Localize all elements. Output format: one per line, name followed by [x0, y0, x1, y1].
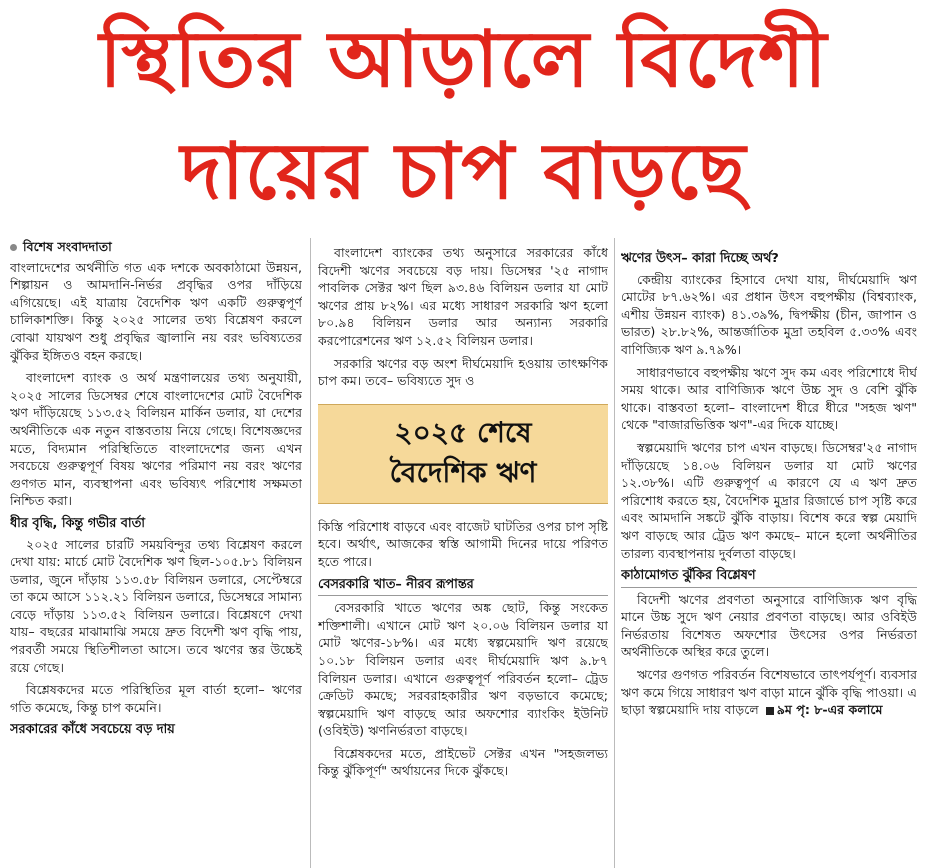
paragraph: সরকারি ঋণের বড় অংশ দীর্ঘমেয়াদি হওয়ায় তাৎক্ষণিক চাপ কম। তবে– ভবিষ্যতে সুদ ও: [318, 355, 608, 389]
paragraph: ২০২৫ সালের চারটি সময়বিন্দুর তথ্য বিশ্লেষণ করলে দেখা যায়: মার্চে মোট বৈদেশিক ঋণ ছিল-১০৫.৮১ বিলিয়ন ডলার, জুনে দাঁড়ায় ১১৩.৫৮ বিলিয়ন ডলারে, সেপ্টেম্বরে তা কমে আসে ১১২.২১ বিলিয়ন ডলারে, ডিসেম্বরে সামান্য বেড়ে দাঁড়ায় ১১৩.৫২ বিলিয়ন ডলারে। বিশ্লেষণে দেখা যায়– বছরের মাঝামাঝি সময়ে দ্রুত বিদেশী ঋণ বৃদ্ধি পায়, পরবর্তী সময়ে স্থিতিশীলতা আসে। তবে ঋণের স্তর উচ্চেই রয়ে গেছে।: [10, 536, 302, 675]
subheading: কাঠামোগত ঝুঁকির বিশ্লেষণ: [621, 567, 917, 588]
paragraph: কেন্দ্রীয় ব্যাংকের হিসাবে দেখা যায়, দীর্ঘমেয়াদি ঋণ মোটের ৮৭.৬২%। এর প্রধান উৎস বহুপক্ষীয় (বিশ্বব্যাংক, এশীয় উন্নয়ন ব্যাংক) ৪১.৩৯%, দ্বিপক্ষীয় (চীন, জাপান ও ভারত) ২৮.৮২%, আন্তর্জাতিক মুদ্রা তহবিল ৫.৩৩% এবং বাণিজ্যিক ঋণ ৯.৭৯%।: [621, 271, 917, 357]
paragraph: বিশ্লেষকদের মতে, প্রাইভেট সেক্টর এখন "সহজলভ্য কিন্তু ঝুঁকিপূর্ণ" অর্থায়নের দিকে ঝুঁকছে।: [318, 745, 608, 779]
paragraph: বাংলাদেশ ব্যাংকের তথ্য অনুসারে সরকারের কাঁধে বিদেশী ঋণের সবচেয়ে বড় দায়। ডিসেম্বর '২৫ নাগাদ পাবলিক সেক্টর ঋণ ছিল ৯৩.৪৬ বিলিয়ন ডলার যা মোট ঋণের প্রায় ৮২%। এর মধ্যে সাধারণ সরকারি ঋণ হলো ৮০.৯৪ বিলিয়ন ডলার আর অন্যান্য সরকারি করপোরেশনের ঋণ ১২.৫২ বিলিয়ন ডলার।: [318, 245, 608, 348]
pull-quote-line-1: ২০২৫ শেষে: [394, 415, 532, 449]
bullet-icon: [10, 244, 17, 251]
article-column-2: [318, 244, 608, 868]
article-column-1: [10, 238, 302, 868]
column-divider: [310, 238, 311, 868]
subheading: ঋণের উৎস– কারা দিচ্ছে অর্থ?: [621, 251, 779, 266]
subheading: ধীর বৃদ্ধি, কিন্তু গভীর বার্তা: [10, 515, 145, 531]
square-bullet-icon: [766, 707, 774, 715]
headline: [0, 4, 927, 228]
byline-text: বিশেষ সংবাদদাতা: [23, 239, 112, 254]
paragraph: সাধারণভাবে বহুপক্ষীয় ঋণে সুদ কম এবং পরিশোধে দীর্ঘ সময় থাকে। আর বাণিজ্যিক ঋণে উচ্চ সুদ ও বেশি ঝুঁকি থাকে। বাস্তবতা হলো– বাংলাদেশ ধীরে ধীরে "সহজ ঋণ" থেকে "বাজারভিত্তিক ঋণ"-এর দিকে যাচ্ছে।: [621, 364, 917, 433]
byline: [10, 238, 302, 256]
paragraph: [621, 666, 917, 719]
headline-line-2: দায়ের চাপ বাড়ছে: [180, 127, 747, 217]
paragraph: কিস্তি পরিশোধ বাড়বে এবং বাজেট ঘাটতির ওপর চাপ সৃষ্টি হবে। অর্থাৎ, আজকের স্বস্তি আগামী দিনের দায়ে পরিণত হতে পারে।: [318, 518, 608, 569]
paragraph: স্বল্পমেয়াদি ঋণের চাপ এখন বাড়ছে। ডিসেম্বর'২৫ নাগাদ দাঁড়িয়েছে ১৪.০৬ বিলিয়ন ডলার যা মোট ঋণের ১২.৩৮%। এটি গুরুত্বপূর্ণ এ কারণে যে এ ঋণ দ্রুত পরিশোধ করতে হয়, বৈদেশিক মুদ্রার রিজার্ভে চাপ সৃষ্টি করে এবং আমদানি সঙ্কটে ঝুঁকি বাড়ায়। বিশেষ করে স্বল্প মেয়াদি ঋণ বাড়ছে আর ট্রেড ঋণ কমছে– মানে হলো অর্থনীতির তারল্য ব্যবস্থাপনায় দুর্বলতা বাড়ছে।: [621, 439, 917, 561]
paragraph: বেসরকারি খাতে ঋণের অঙ্ক ছোট, কিন্তু সংকেত শক্তিশালী। এখানে মোট ঋণ ২০.০৬ বিলিয়ন ডলার যা মোট ঋণের-১৮%। এর মধ্যে স্বল্পমেয়াদি ঋণ রয়েছে ১০.১৮ বিলিয়ন ডলার এবং দীর্ঘমেয়াদি ঋণ ৯.৮৭ বিলিয়ন ডলার। এখানে গুরুত্বপূর্ণ পরিবর্তন হলো– ট্রেড ক্রেডিট কমছে; সরবরাহকারীর ঋণ বড়ভাবে কমেছে; স্বল্পমেয়াদি ঋণ বাড়ছে আর অফশোর ব্যাংকিং ইউনিট (ওবিইউ) ঋণনির্ভরতা বাড়ছে।: [318, 600, 608, 739]
paragraph: বিশ্লেষকদের মতে পরিস্থিতির মূল বার্তা হলো– ঋণের গতি কমেছে, কিন্তু চাপ কমেনি।: [10, 682, 302, 715]
paragraph: বিদেশী ঋণের প্রবণতা অনুসারে বাণিজ্যিক ঋণ বৃদ্ধি মানে উচ্চ সুদে ঋণ নেয়ার প্রবণতা বাড়ছে। আর ওবিইউ নির্ভরতায় বিশেষত অফশোর উৎসের ওপর নির্ভরতা অর্থনীতিকে অস্থির করে তুলে।: [621, 591, 917, 660]
pull-quote-box: [318, 404, 608, 504]
column-divider: [614, 238, 615, 868]
subheading: বেসরকারি খাত– নীরব রূপান্তর: [318, 576, 608, 597]
continuation-jump[interactable]: [763, 702, 883, 717]
paragraph: বাংলাদেশ ব্যাংক ও অর্থ মন্ত্রণালয়ের তথ্য অনুযায়ী, ২০২৫ সালের ডিসেম্বর শেষে বাংলাদেশের মোট বৈদেশিক ঋণ দাঁড়িয়েছে ১১৩.৫২ বিলিয়ন মার্কিন ডলার, যা দেশের অর্থনীতিকে এক নতুন বাস্তবতায় নিয়ে গেছে। বিশেষজ্ঞদের মতে, বিদ্যমান পরিস্থিতিতে বাংলাদেশের জন্য এখন সবচেয়ে গুরুত্বপূর্ণ বিষয় ঋণের পরিমাণ নয় বরং ঋণের গুণগত মান, ব্যবস্থাপনা এবং ভবিষ্যৎ পরিশোধ সক্ষমতা নিশ্চিত করা।: [10, 370, 302, 509]
continuation-text: ৯ম পৃ: ৮-এর কলামে: [776, 702, 883, 718]
paragraph-text: ঋণের গুণগত পরিবর্তন বিশেষভাবে তাৎপর্যপূর্ণ। ব্যবসার ঋণ কমে গিয়ে সাধারণ ঋণ বাড়া মানে ঝুঁকি বৃদ্ধি পাওয়া। এ ছাড়া স্বল্পমেয়াদি দায় বাড়লে: [621, 667, 917, 718]
subheading: সরকারের কাঁধে সবচেয়ে বড় দায়: [10, 722, 175, 738]
article-column-3: [621, 248, 917, 868]
paragraph: বাংলাদেশের অর্থনীতি গত এক দশকে অবকাঠামো উন্নয়ন, শিল্পায়ন ও আমদানি-নির্ভর প্রবৃদ্ধির ওপর দাঁড়িয়ে এগিয়েছে। এই যাত্রায় বৈদেশিক ঋণ একটি গুরুত্বপূর্ণ চালিকাশক্তি। কিন্তু ২০২৫ সালের তথ্য বিশ্লেষণ করলে বোঝা যায়ঋণ শুধু প্রবৃদ্ধির জ্বালানি নয় বরং ভবিষ্যতের ঝুঁকির ইঙ্গিতও বহন করছে।: [10, 259, 302, 363]
pull-quote-line-2: বৈদেশিক ঋণ: [389, 455, 537, 489]
headline-line-1: স্থিতির আড়ালে বিদেশী: [99, 15, 828, 105]
